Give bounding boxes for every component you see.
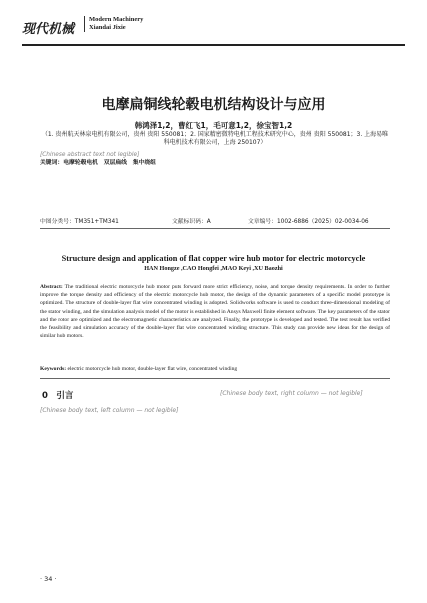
authors-cn: 韩鸿泽1,2，曹红飞1，毛可意1,2，徐宝智1,2 [134, 121, 293, 130]
keywords-en-label: Keywords: [40, 366, 67, 372]
abstract-en [40, 283, 390, 340]
abstract-en-text: The traditional electric motorcycle hub motor puts forward more strict efficiency, noise, and torque density requirements. In order to further improve the torque density and efficiency of the electric motorcycle hub motor, the design of the dynamic parameters of a specific model prototype is optimized. The structure of double-layer flat wire concentrated winding is adopted. Solidworks software is used to conduct three-dimensional modeling of the stator winding, and the simulation analysis model of the motor is established in Ansys Maxwell finite element software. The key parameters of the stator and the rotor are optimized and the electromagnetic characteristics are analyzed. Finally, the prototype is developed and tested. The test result has verified the feasibility and simulation accuracy of the double-layer flat wire concentrated winding structure. This study can provide new ideas for the design of similar hub motors. [40, 284, 390, 340]
document-code: 文献标识码：A [172, 219, 211, 225]
keywords-en-text: electric motorcycle hub motor, double-layer flat wire, concentrated winding [67, 366, 238, 372]
header-rule [22, 44, 405, 46]
separator-rule [40, 228, 390, 229]
clc-number: 中图分类号：TM351+TM341 [40, 219, 119, 225]
separator-rule-2 [40, 378, 390, 379]
journal-header [22, 14, 405, 42]
journal-name-en [84, 16, 143, 32]
affiliations-cn: （1. 贵州航天林泉电机有限公司，贵州 贵阳 550081；2. 国家精密微特电机工程技术研究中心，贵州 贵阳 550081；3. 上海易唯科电机技术有限公司，上海 250107） [41, 131, 389, 146]
journal-name-line-1: Modern Machinery [89, 16, 144, 23]
abstract-cn-text: [Chinese abstract text not legible] [40, 152, 140, 158]
article-number: 文章编号：1002-6886（2025）02-0034-06 [248, 219, 369, 225]
authors-en: HAN Hongze ,CAO Hongfei ,MAO Keyi ,XU Baozhi [144, 265, 283, 272]
section-heading: 0 引言 [42, 391, 74, 401]
body-right-text: [Chinese body text, right column — not legible] [220, 390, 363, 397]
keywords-en [40, 366, 390, 372]
body-right-column [220, 390, 390, 399]
body-left-text: [Chinese body text, left column — not legible] [40, 406, 179, 414]
journal-name-line-2: Xiandai Jixie [89, 24, 126, 31]
keywords-cn: 关键词：电摩轮毂电机 双层扁线 集中绕组 [40, 160, 156, 167]
abstract-en-label: Abstract: [40, 284, 63, 290]
paper-title-cn: 电摩扁铜线轮毂电机结构设计与应用 [101, 97, 326, 113]
body-left-column [40, 390, 210, 415]
page-number: · 34 · [40, 575, 57, 583]
abstract-cn [40, 151, 390, 167]
paper-title-en: Structure design and application of flat copper wire hub motor for electric motorcycle [61, 254, 366, 263]
journal-logo: 现代机械 [22, 22, 75, 37]
